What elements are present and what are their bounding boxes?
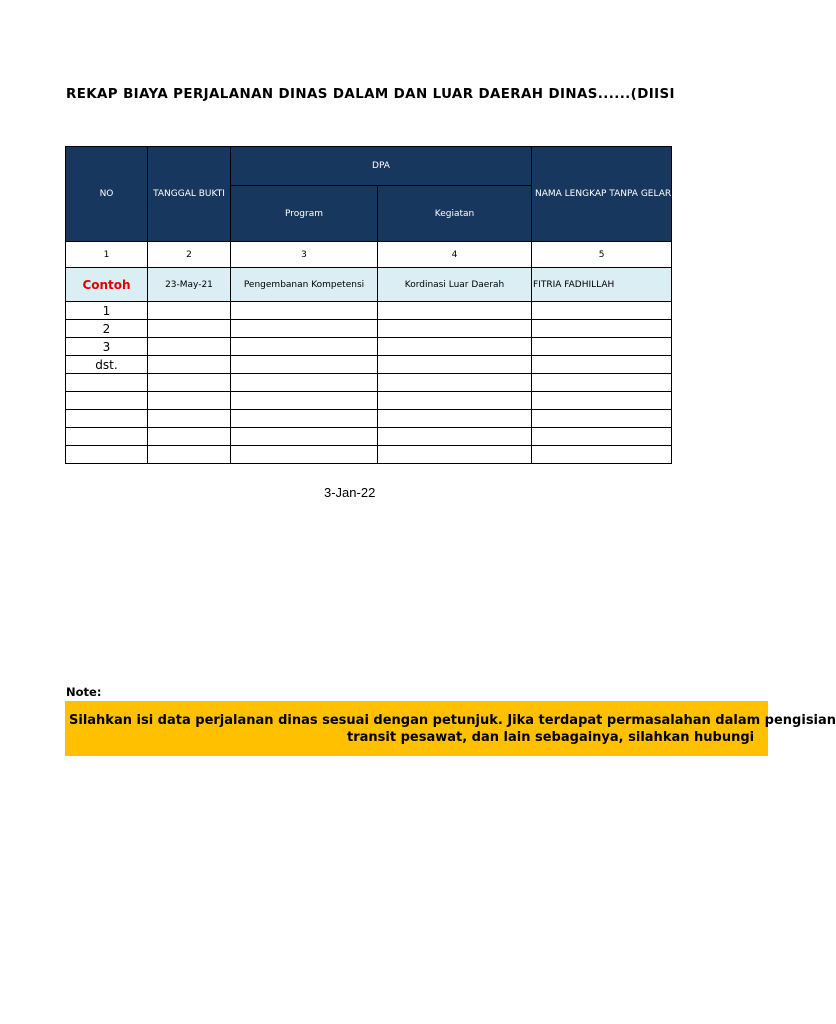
example-label: Contoh — [66, 268, 148, 302]
table-cell[interactable] — [378, 302, 532, 320]
table-cell[interactable] — [532, 428, 672, 446]
table-cell[interactable] — [532, 374, 672, 392]
row-number: 3 — [66, 338, 148, 356]
table-cell[interactable] — [378, 320, 532, 338]
table-cell[interactable] — [532, 338, 672, 356]
example-row — [66, 268, 672, 302]
column-number: 2 — [148, 242, 231, 268]
table-cell[interactable] — [378, 356, 532, 374]
table-cell[interactable] — [231, 374, 378, 392]
example-kegiatan: Kordinasi Luar Daerah — [378, 268, 532, 302]
column-number: 1 — [66, 242, 148, 268]
table-cell[interactable] — [148, 374, 231, 392]
example-tanggal: 23-May-21 — [148, 268, 231, 302]
column-number: 5 — [532, 242, 672, 268]
table-cell[interactable] — [148, 392, 231, 410]
note-line-1: Silahkan isi data perjalanan dinas sesuai dengan petunjuk. Jika terdapat permasalahan dalam pengisian — [69, 713, 836, 728]
table-cell[interactable] — [378, 374, 532, 392]
header-kegiatan: Kegiatan — [378, 186, 532, 242]
example-nama: FITRIA FADHILLAH — [532, 268, 672, 302]
rekap-table — [65, 146, 672, 464]
table-cell[interactable] — [148, 446, 231, 464]
table-cell[interactable] — [378, 428, 532, 446]
table-cell[interactable] — [148, 356, 231, 374]
table-cell[interactable] — [148, 302, 231, 320]
table-cell[interactable] — [532, 356, 672, 374]
row-number — [66, 428, 148, 446]
row-number — [66, 410, 148, 428]
row-number — [66, 374, 148, 392]
table-cell[interactable] — [231, 428, 378, 446]
table-cell[interactable] — [378, 446, 532, 464]
table-row — [66, 320, 672, 338]
table-row — [66, 446, 672, 464]
table-row — [66, 410, 672, 428]
table-row — [66, 356, 672, 374]
table-row — [66, 392, 672, 410]
row-number: 2 — [66, 320, 148, 338]
header-no: NO — [66, 147, 148, 242]
table-row — [66, 302, 672, 320]
column-number-row — [66, 242, 672, 268]
table-row — [66, 338, 672, 356]
row-number: dst. — [66, 356, 148, 374]
table-cell[interactable] — [532, 410, 672, 428]
note-box — [65, 701, 836, 756]
note-text — [65, 701, 836, 756]
table-cell[interactable] — [532, 302, 672, 320]
row-number — [66, 392, 148, 410]
table-cell[interactable] — [231, 356, 378, 374]
row-number — [66, 446, 148, 464]
table-cell[interactable] — [231, 410, 378, 428]
example-program: Pengembanan Kompetensi — [231, 268, 378, 302]
table-cell[interactable] — [148, 320, 231, 338]
table-cell[interactable] — [231, 338, 378, 356]
table-cell[interactable] — [231, 392, 378, 410]
note-line-2: transit pesawat, dan lain sebagainya, silahkan hubungi — [347, 730, 755, 745]
table-row — [66, 374, 672, 392]
table-cell[interactable] — [378, 410, 532, 428]
header-dpa: DPA — [231, 147, 532, 186]
column-number: 4 — [378, 242, 532, 268]
table-cell[interactable] — [532, 392, 672, 410]
table-cell[interactable] — [231, 446, 378, 464]
note-label: Note: — [66, 685, 102, 699]
table-cell[interactable] — [532, 446, 672, 464]
table-cell[interactable] — [148, 338, 231, 356]
column-number: 3 — [231, 242, 378, 268]
header-tanggal-bukti: TANGGAL BUKTI — [148, 147, 231, 242]
page-title: REKAP BIAYA PERJALANAN DINAS DALAM DAN LUAR DAERAH DINAS......(DIISI — [66, 87, 675, 102]
table-cell[interactable] — [532, 320, 672, 338]
table-cell[interactable] — [148, 428, 231, 446]
row-number: 1 — [66, 302, 148, 320]
header-program: Program — [231, 186, 378, 242]
table-cell[interactable] — [231, 302, 378, 320]
table-row — [66, 428, 672, 446]
header-nama-lengkap: NAMA LENGKAP TANPA GELAR — [532, 147, 672, 242]
date-cell: 3-Jan-22 — [324, 485, 376, 500]
table-cell[interactable] — [378, 392, 532, 410]
table-cell[interactable] — [231, 320, 378, 338]
table-cell[interactable] — [148, 410, 231, 428]
table-cell[interactable] — [378, 338, 532, 356]
